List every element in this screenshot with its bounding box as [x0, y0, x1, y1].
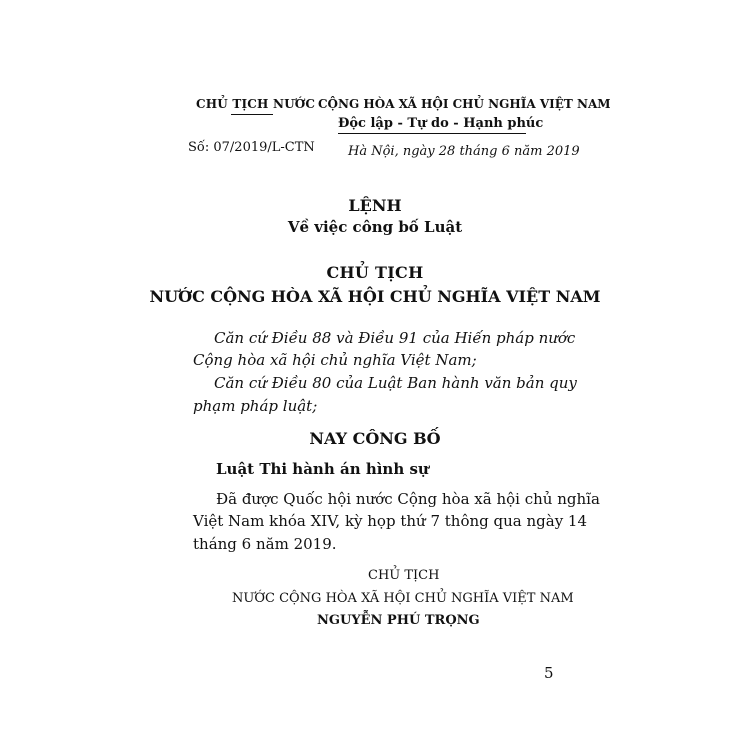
signature-title: CHỦ TỊCH: [368, 568, 440, 583]
signature-nation: NƯỚC CỘNG HÒA XÃ HỘI CHỦ NGHĨA VIỆT NAM: [232, 591, 574, 606]
page-number: 5: [544, 664, 554, 682]
announcement-heading: NAY CÔNG BỐ: [309, 429, 441, 448]
legal-basis-line-3: Căn cứ Điều 80 của Luật Ban hành văn bản quy: [214, 374, 577, 392]
issuing-authority: [196, 97, 315, 111]
passage-line-1: Đã được Quốc hội nước Cộng hòa xã hội chủ nghĩa: [216, 490, 600, 508]
place-and-date: Hà Nội, ngày 28 tháng 6 năm 2019: [348, 144, 580, 159]
document-subtitle: Về việc công bố Luật: [287, 218, 463, 236]
legal-basis-line-1: Căn cứ Điều 88 và Điều 91 của Hiến pháp nước: [214, 329, 576, 347]
issuer-title: CHỦ TỊCH: [326, 263, 424, 282]
passage-line-2: Việt Nam khóa XIV, kỳ họp thứ 7 thông qua ngày 14: [193, 512, 588, 530]
issuing-authority-underline: [231, 114, 273, 115]
signatory-name: NGUYỄN PHÚ TRỌNG: [317, 613, 480, 628]
national-motto: Độc lập - Tự do - Hạnh phúc: [338, 116, 544, 131]
issuer-nation: NƯỚC CỘNG HÒA XÃ HỘI CHỦ NGHĨA VIỆT NAM: [149, 287, 601, 306]
national-title: CỘNG HÒA XÃ HỘI CHỦ NGHĨA VIỆT NAM: [318, 97, 611, 111]
document-title: LỆNH: [348, 196, 402, 215]
issuing-authority-text: CHỦ TỊCH NƯỚC: [196, 97, 316, 111]
legal-basis-line-4: phạm pháp luật;: [193, 397, 318, 415]
law-name: Luật Thi hành án hình sự: [216, 460, 429, 478]
passage-line-3: tháng 6 năm 2019.: [193, 535, 337, 553]
document-number: Số: 07/2019/L-CTN: [188, 140, 315, 155]
motto-underline: [338, 133, 526, 134]
legal-basis-line-2: Cộng hòa xã hội chủ nghĩa Việt Nam;: [193, 351, 477, 369]
